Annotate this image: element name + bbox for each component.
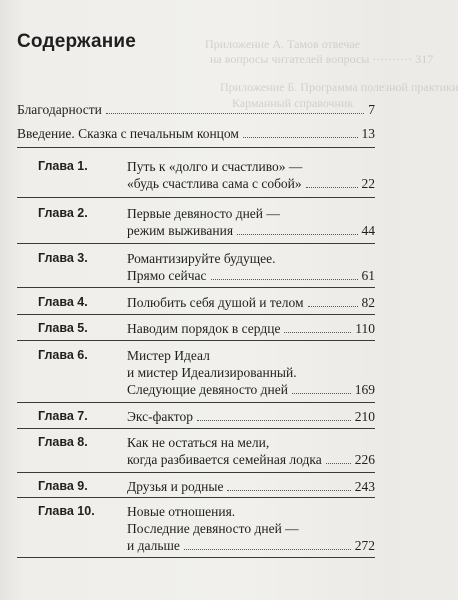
page-number: 243 xyxy=(354,479,375,494)
divider xyxy=(17,428,375,429)
divider xyxy=(17,243,375,244)
leader-dots xyxy=(308,306,358,307)
chapter-label: Глава 2. xyxy=(38,206,88,220)
divider xyxy=(17,314,375,315)
divider xyxy=(17,472,375,473)
leader-dots xyxy=(292,393,351,394)
divider xyxy=(17,287,375,288)
page-number: 210 xyxy=(354,409,375,424)
leader-dots xyxy=(227,490,350,491)
divider xyxy=(17,147,375,148)
leader-dots xyxy=(284,332,351,333)
leader-dots xyxy=(237,234,357,235)
divider xyxy=(17,197,375,198)
show-through-text: Приложение Б. Программа полезной практики xyxy=(220,80,458,94)
toc-entry-introduction: Введение. Сказка с печальным концом 13 xyxy=(17,126,375,141)
divider xyxy=(17,340,375,341)
chapter-label: Глава 10. xyxy=(38,504,95,518)
show-through-text: Приложение А. Тамов отвечае xyxy=(205,37,361,51)
page-number: 44 xyxy=(361,223,375,238)
chapter-label: Глава 1. xyxy=(38,159,88,173)
divider xyxy=(17,557,375,558)
leader-dots xyxy=(184,549,351,550)
chapter-label: Глава 8. xyxy=(38,435,88,449)
leader-dots xyxy=(326,463,351,464)
page-number: 110 xyxy=(355,321,375,336)
leader-dots xyxy=(306,187,358,188)
leader-dots xyxy=(197,420,351,421)
show-through-text: Карманный справочник xyxy=(232,96,354,110)
chapter-label: Глава 6. xyxy=(38,348,88,362)
page-number: 61 xyxy=(361,268,375,283)
show-through-text: на вопросы читателей вопросы ·········· 317 xyxy=(210,52,434,66)
page-number: 7 xyxy=(368,102,375,117)
leader-dots xyxy=(243,137,358,138)
toc-title: Содержание xyxy=(17,31,137,52)
page-number: 22 xyxy=(361,176,375,191)
leader-dots xyxy=(106,113,364,114)
chapter-label: Глава 3. xyxy=(38,251,88,265)
book-page: Приложение А. Тамов отвечае на вопросы читателей вопросы ·········· 317 Приложение Б. Программа полезной практики Карманный справочник Содержание Благодарности 7 Введение. Сказка с печальным концом 13 Глава 1. Путь к «долго и счастливо» — «будь счастлива сама с собой» 22 Глава 2. Первые девяносто дней — режим выживания 44 Глава 3. Романтизируйте будущее. Прямо сейчас 61 Глава 4. Полюбить себя душой и телом 82 Глава 5. Наводим порядок в сердце 110 Глава 6. Мистер Идеал и мистер Идеализированный. Следующие девяносто дней 169 Глава 7. Экс-фактор 210 Глава 8. Как не остаться на мели, когда разбивается семейная лодка 226 Глава 9. Друзья и родные 243 Глава 10. Новые отношения. Последние девяносто дней — и дальше 272 xyxy=(0,0,400,600)
chapter-label: Глава 5. xyxy=(38,321,88,335)
page-number: 13 xyxy=(361,126,375,141)
chapter-label: Глава 9. xyxy=(38,479,88,493)
divider xyxy=(17,497,375,498)
divider xyxy=(17,402,375,403)
page-number: 272 xyxy=(354,538,375,553)
chapter-label: Глава 7. xyxy=(38,409,88,423)
page-number: 169 xyxy=(354,382,375,397)
page-number: 82 xyxy=(361,295,375,310)
leader-dots xyxy=(211,279,358,280)
chapter-label: Глава 4. xyxy=(38,295,88,309)
toc-entry-acknowledgements: Благодарности 7 xyxy=(17,102,375,117)
page-number: 226 xyxy=(354,452,375,467)
